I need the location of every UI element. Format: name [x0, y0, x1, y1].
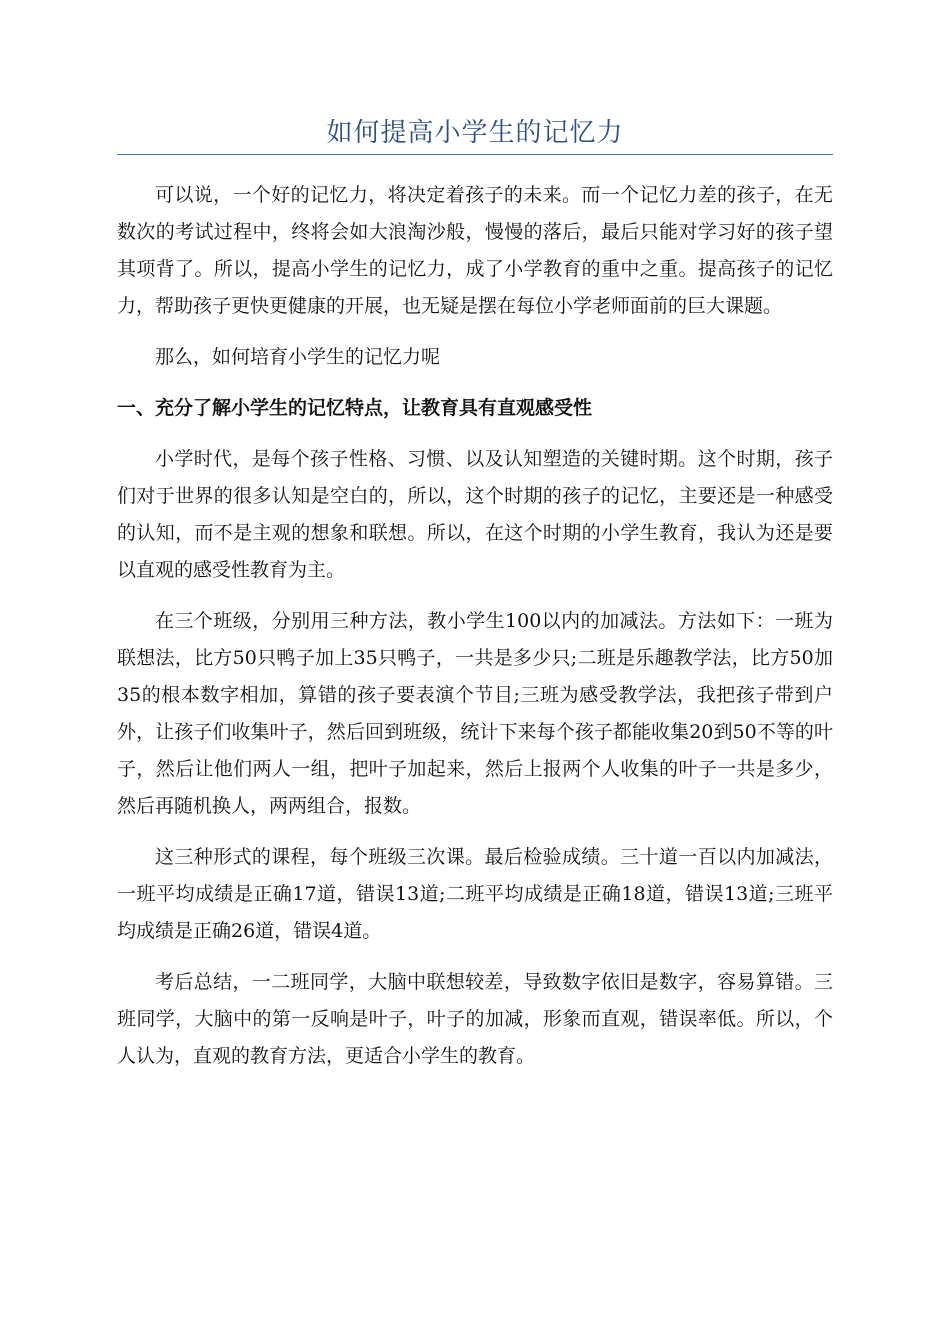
- section-1-paragraph-2: 在三个班级，分别用三种方法，教小学生100以内的加减法。方法如下：一班为联想法，比方50只鸭子加上35只鸭子，一共是多少只;二班是乐趣教学法，比方50加35的根本数字相加，算错的孩子要表演个节目;三班为感受教学法，我把孩子带到户外，让孩子们收集叶子，然后回到班级，统计下来每个孩子都能收集20到50不等的叶子，然后让他们两人一组，把叶子加起来，然后上报两个人收集的叶子一共是多少，然后再随机换人，两两组合，报数。: [117, 610, 833, 817]
- title-underline: [117, 154, 833, 155]
- section-1-paragraph-1: 小学时代，是每个孩子性格、习惯、以及认知塑造的关键时期。这个时期，孩子们对于世界的很多认知是空白的，所以，这个时期的孩子的记忆，主要还是一种感受的认知，而不是主观的想象和联想。所以，在这个时期的小学生教育，我认为还是要以直观的感受性教育为主。: [117, 448, 833, 581]
- document-page: [117, 112, 833, 1089]
- section-1-paragraph-4: 考后总结，一二班同学，大脑中联想较差，导致数字依旧是数字，容易算错。三班同学，大脑中的第一反响是叶子，叶子的加减，形象而直观，错误率低。所以，个人认为，直观的教育方法，更适合小学生的教育。: [117, 971, 833, 1067]
- document-title: 如何提高小学生的记忆力: [326, 118, 624, 148]
- section-1-heading: 一、充分了解小学生的记忆特点，让教育具有直观感受性: [117, 397, 593, 419]
- section-1-paragraph-3: 这三种形式的课程，每个班级三次课。最后检验成绩。三十道一百以内加减法，一班平均成绩是正确17道，错误13道;二班平均成绩是正确18道，错误13道;三班平均成绩是正确26道，错误4道。: [117, 846, 833, 942]
- intro-paragraph-2: 那么，如何培育小学生的记忆力呢: [155, 346, 441, 368]
- intro-paragraph-1: 可以说，一个好的记忆力，将决定着孩子的未来。而一个记忆力差的孩子，在无数次的考试过程中，终将会如大浪淘沙般，慢慢的落后，最后只能对学习好的孩子望其项背了。所以，提高小学生的记忆力，成了小学教育的重中之重。提高孩子的记忆力，帮助孩子更快更健康的开展，也无疑是摆在每位小学老师面前的巨大课题。: [117, 184, 833, 317]
